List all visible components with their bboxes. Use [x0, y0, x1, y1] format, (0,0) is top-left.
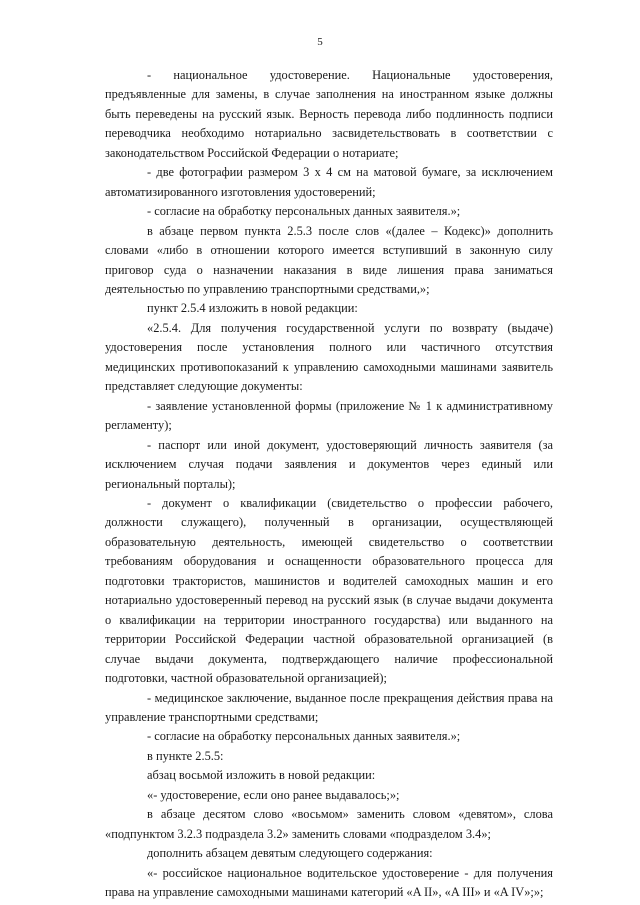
- paragraph: абзац восьмой изложить в новой редакции:: [147, 768, 376, 783]
- paragraph: - паспорт или иной документ, удостоверяющий личность заявителя (за исключением случая подачи заявления и документов через единый или региональный порталы);: [105, 437, 553, 491]
- paragraph: - согласие на обработку персональных данных заявителя.»;: [147, 729, 461, 744]
- paragraph: - две фотографии размером 3 х 4 см на матовой бумаге, за исключением автоматизированного изготовления удостоверений;: [105, 165, 553, 199]
- paragraph: в пункте 2.5.5:: [147, 748, 224, 763]
- page-number: 5: [317, 36, 323, 48]
- paragraph: - национальное удостоверение. Национальные удостоверения, предъявленные для замены, в случае заполнения на иностранном языке должны быть переведены на русский язык. Верность перевода либо подлинность подписи переводчика необходимо нотариально засвидетельствовать в соответствии с законодательством Российской Федерации о нотариате;: [105, 68, 553, 160]
- paragraph: пункт 2.5.4 изложить в новой редакции:: [147, 301, 358, 316]
- paragraph: «2.5.4. Для получения государственной услуги по возврату (выдаче) удостоверения после установления полного или частичного отсутствия медицинских противопоказаний к управлению самоходными машинами заявитель представляет следующие документы:: [105, 320, 553, 394]
- paragraph: «- российское национальное водительское удостоверение - для получения права на управление самоходными машинами категорий «A II», «A III» и «A IV»;»;: [105, 865, 553, 900]
- paragraph: «- удостоверение, если оно ранее выдавалось;»;: [147, 787, 400, 802]
- paragraph: - согласие на обработку персональных данных заявителя.»;: [147, 204, 461, 219]
- paragraph: - документ о квалификации (свидетельство о профессии рабочего, должности служащего), полученный в организации, осуществляющей образовательную деятельность, имеющей свидетельство о соответствии требованиям оборудования и оснащенности образовательного процесса для подготовки трактористов, машинистов и водителей самоходных машин и его нотариально удостоверенный перевод на русский язык (в случае выдачи документа о квалификации на территории иностранного государства) или выданного на территории Российской Федерации частной образовательной организацией (в случае выдачи документа, подтверждающего наличие профессиональной подготовки, частной образовательной организацией);: [105, 495, 553, 686]
- paragraph: - заявление установленной формы (приложение № 1 к административному регламенту);: [105, 398, 553, 433]
- paragraph: в абзаце десятом слово «восьмом» заменить словом «девятом», слова «подпунктом 3.2.3 подраздела 3.2» заменить словами «подразделом 3.4»;: [105, 807, 553, 841]
- document-body: [105, 66, 553, 902]
- paragraph: - медицинское заключение, выданное после прекращения действия права на управление транспортными средствами;: [105, 690, 553, 724]
- paragraph: в абзаце первом пункта 2.5.3 после слов «(далее – Кодекс)» дополнить словами «либо в отношении которого имеется вступивший в законную силу приговор суда о назначении наказания в виде лишения права заниматься деятельностью по управлению транспортными средствами,»;: [105, 223, 553, 296]
- paragraph: дополнить абзацем девятым следующего содержания:: [147, 846, 433, 861]
